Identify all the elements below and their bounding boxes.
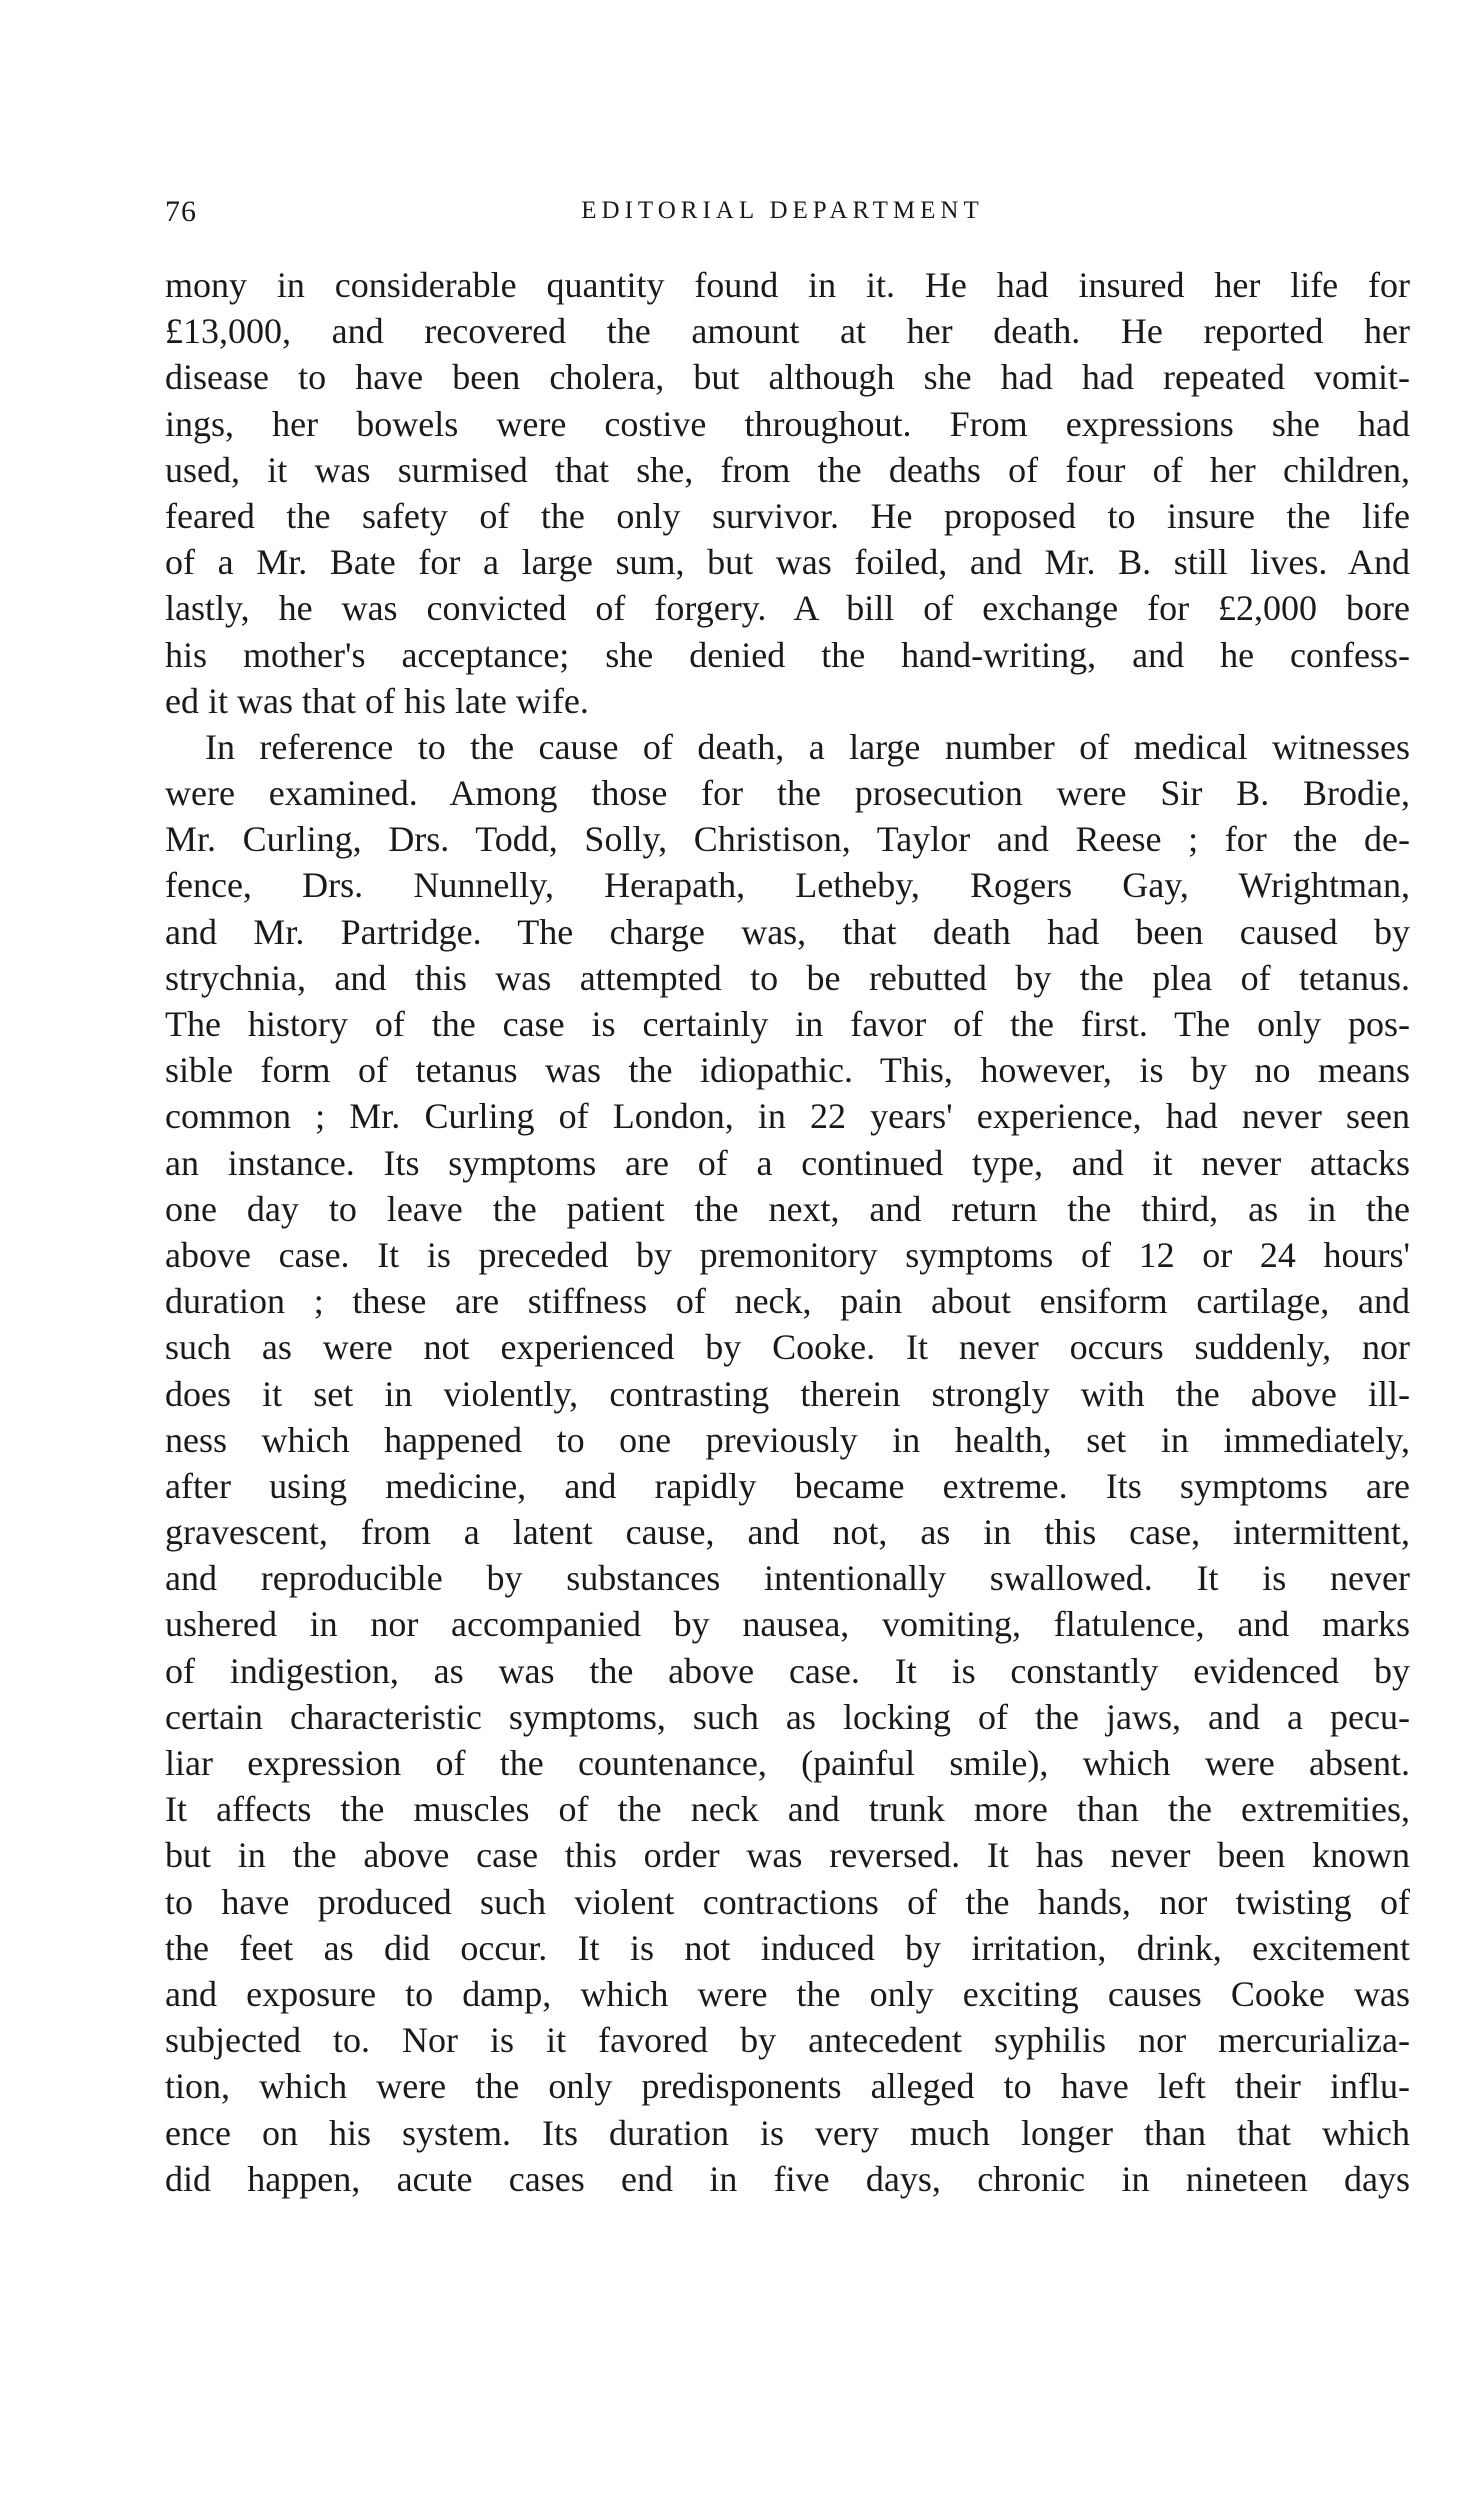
text-line: lastly, he was convicted of forgery. A bill of exchange for £2,000 bore <box>165 588 1410 629</box>
text-line: of indigestion, as was the above case. It is constantly evidenced by <box>165 1650 1410 1691</box>
text-line: the feet as did occur. It is not induced by irritation, drink, excitement <box>165 1927 1410 1968</box>
text-line: mony in considerable quantity found in it. He had insured her life for <box>165 265 1410 305</box>
text-line: liar expression of the countenance, (painful smile), which were absent. <box>165 1743 1410 1783</box>
body-text <box>165 262 1410 2202</box>
text-line: ness which happened to one previously in health, set in immediately, <box>165 1419 1410 1460</box>
page-number: 76 <box>165 195 197 228</box>
text-line: to have produced such violent contractions of the hands, nor twisting of <box>165 1881 1410 1922</box>
text-line: ushered in nor accompanied by nausea, vomiting, flatulence, and marks <box>165 1604 1410 1645</box>
text-line: ings, her bowels were costive throughout. From expressions she had <box>165 403 1410 444</box>
text-line: his mother's acceptance; she denied the hand-writing, and he confess- <box>165 634 1410 675</box>
running-head-title: EDITORIAL DEPARTMENT <box>581 197 984 224</box>
text-line: strychnia, and this was attempted to be rebutted by the plea of tetanus. <box>165 957 1410 998</box>
text-line: ence on his system. Its duration is very much longer than that which <box>165 2112 1410 2153</box>
text-line: above case. It is preceded by premonitory symptoms of 12 or 24 hours' <box>165 1234 1410 1275</box>
text-line: gravescent, from a latent cause, and not, as in this case, intermittent, <box>165 1512 1410 1553</box>
text-line: an instance. Its symptoms are of a continued type, and it never attacks <box>165 1142 1410 1183</box>
text-line: common ; Mr. Curling of London, in 22 years' experience, had never seen <box>165 1096 1410 1137</box>
text-line: £13,000, and recovered the amount at her death. He reported her <box>165 311 1410 352</box>
text-line: such as were not experienced by Cooke. It never occurs suddenly, nor <box>165 1327 1410 1368</box>
paragraph-start-line: In reference to the cause of death, a large number of medical witnesses <box>205 726 1410 767</box>
text-line: and Mr. Partridge. The charge was, that death had been caused by <box>165 911 1410 952</box>
paragraph-end-line: ed it was that of his late wife. <box>165 680 589 721</box>
text-line: and exposure to damp, which were the only exciting causes Cooke was <box>165 1973 1410 2014</box>
text-line: Mr. Curling, Drs. Todd, Solly, Christison, Taylor and Reese ; for the de- <box>165 819 1410 860</box>
text-line: feared the safety of the only survivor. He proposed to insure the life <box>165 495 1410 536</box>
text-line: one day to leave the patient the next, and return the third, as in the <box>165 1188 1410 1229</box>
text-line: used, it was surmised that she, from the deaths of four of her children, <box>165 449 1410 490</box>
text-line: subjected to. Nor is it favored by antecedent syphilis nor mercurializa- <box>165 2020 1410 2061</box>
text-line: The history of the case is certainly in favor of the first. The only pos- <box>165 1004 1410 1044</box>
text-line: certain characteristic symptoms, such as locking of the jaws, and a pecu- <box>165 1696 1410 1737</box>
text-line: duration ; these are stiffness of neck, pain about ensiform cartilage, and <box>165 1281 1410 1322</box>
text-line: but in the above case this order was reversed. It has never been known <box>165 1835 1410 1876</box>
text-line: of a Mr. Bate for a large sum, but was foiled, and Mr. B. still lives. And <box>165 542 1410 583</box>
text-line: does it set in violently, contrasting therein strongly with the above ill- <box>165 1373 1410 1414</box>
text-line: fence, Drs. Nunnelly, Herapath, Letheby, Rogers Gay, Wrightman, <box>165 865 1410 906</box>
text-line: after using medicine, and rapidly became extreme. Its symptoms are <box>165 1465 1410 1506</box>
text-line: sible form of tetanus was the idiopathic. This, however, is by no means <box>165 1050 1410 1091</box>
text-line: It affects the muscles of the neck and trunk more than the extremities, <box>165 1789 1410 1830</box>
text-line: tion, which were the only predisponents alleged to have left their influ- <box>165 2066 1410 2107</box>
text-line: disease to have been cholera, but although she had had repeated vomit- <box>165 357 1410 398</box>
text-line: were examined. Among those for the prosecution were Sir B. Brodie, <box>165 773 1410 814</box>
running-head <box>165 195 1400 235</box>
text-line: and reproducible by substances intentionally swallowed. It is never <box>165 1558 1410 1599</box>
text-line: did happen, acute cases end in five days, chronic in nineteen days <box>165 2158 1410 2199</box>
